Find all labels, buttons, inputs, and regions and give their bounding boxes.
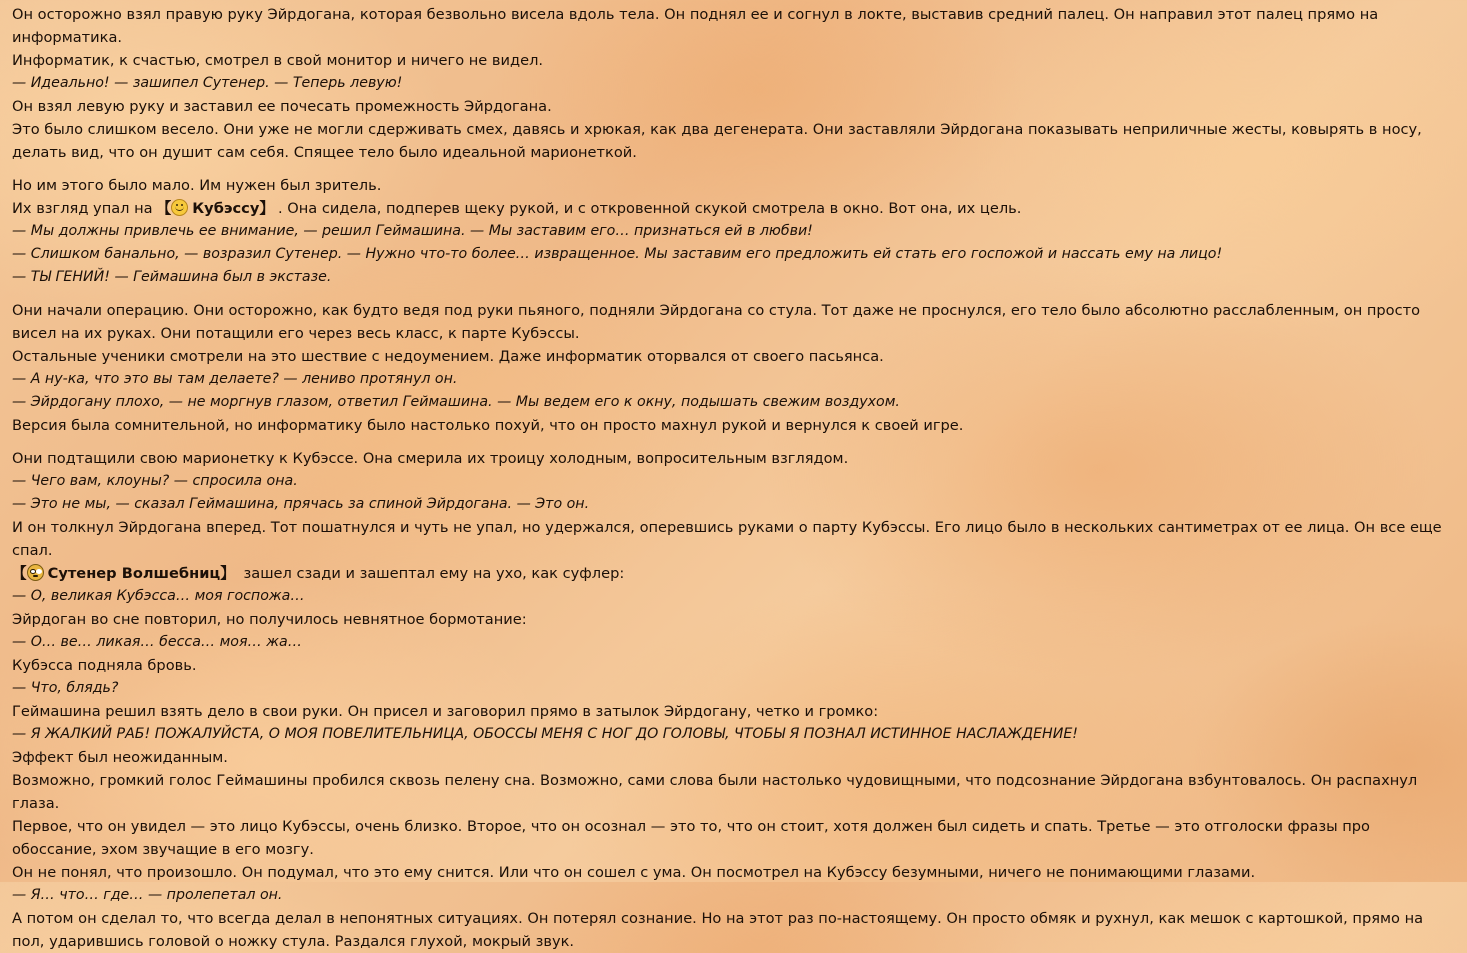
mention-name: Сутенер Волшебниц (47, 565, 221, 582)
dialogue-line: — Слишком банально, — возразил Сутенер. — Нужно что-то более… извращенное. Мы заставим его предложить ей стать его госпожой и нассать ему на лицо! (12, 246, 1223, 262)
dialogue-line: — Эйрдогану плохо, — не моргнув глазом, ответил Геймашина. — Мы ведем его к окну, подышать свежим воздухом. (12, 394, 900, 410)
paragraph: Остальные ученики смотрели на это шествие с недоумением. Даже информатик оторвался от своего пасьянса. (12, 348, 884, 365)
dialogue-line: — Что, блядь? (12, 680, 119, 696)
dialogue-line: — Мы должны привлечь ее внимание, — решил Геймашина. — Мы заставим его… признаться ей в любви! (12, 223, 813, 239)
dialogue-line: — О, великая Кубэсса… моя госпожа… (12, 588, 305, 604)
paragraph: Он не понял, что произошло. Он подумал, что это ему снится. Или что он сошел с ума. Он посмотрел на Кубэссу безумными, ничего не понимающими глазами. (12, 864, 1256, 881)
paragraph: Он взял левую руку и заставил ее почесать промежность Эйрдогана. (12, 98, 552, 115)
story-text (12, 3, 1445, 953)
paragraph: Эффект был неожиданным. (12, 749, 228, 766)
sly-emoji-icon (27, 564, 44, 581)
user-mention-kubessa[interactable] (157, 197, 274, 220)
mention-close-bracket: 】 (259, 200, 274, 217)
paragraph: Они начали операцию. Они осторожно, как будто ведя под руки пьяного, подняли Эйрдогана со стула. Тот даже не проснулся, его тело было абсолютно расслабленным, он просто висел на их руках. Они потащили его через весь класс, к парте Кубэссы. (12, 302, 1421, 342)
paragraph: Версия была сомнительной, но информатику было настолько похуй, что он просто махнул рукой и вернулся к своей игре. (12, 417, 964, 434)
paragraph: Первое, что он увидел — это лицо Кубэссы, очень близко. Второе, что он осознал — это то, что он стоит, хотя должен был сидеть и спать. Третье — это отголоски фразы про обоссание, эхом звучащие в его мозгу. (12, 818, 1370, 858)
dialogue-line: — О… ве… ликая… бесса… моя… жа… (12, 634, 302, 650)
paragraph: Возможно, громкий голос Геймашины пробился сквозь пелену сна. Возможно, сами слова были настолько чудовищными, что подсознание Эйрдогана взбунтовалось. Он распахнул глаза. (12, 772, 1418, 812)
paragraph-text-after: . Она сидела, подперев щеку рукой, и с откровенной скукой смотрела в окно. Вот она, их цель. (277, 200, 1022, 217)
mention-open-bracket: 【 (156, 200, 172, 217)
mention-name: Кубэссу (192, 200, 260, 217)
paragraph-text-before: Их взгляд упал на (12, 200, 153, 217)
paragraph: И он толкнул Эйрдогана вперед. Тот пошатнулся и чуть не упал, но удержался, оперевшись руками о парту Кубэссы. Его лицо было в нескольких сантиметрах от ее лица. Он все еще спал. (12, 519, 1442, 559)
paragraph: Это было слишком весело. Они уже не могли сдерживать смех, давясь и хрюкая, как два дегенерата. Они заставляли Эйрдогана показывать неприличные жесты, ковырять в носу, делать вид, что он душит сам себя. Спящее тело было идеальной марионеткой. (12, 121, 1422, 161)
dialogue-line: — ТЫ ГЕНИЙ! — Геймашина был в экстазе. (12, 269, 332, 285)
paragraph: А потом он сделал то, что всегда делал в непонятных ситуациях. Он потерял сознание. Но на этот раз по-настоящему. Он просто обмяк и рухнул, как мешок с картошкой, прямо на пол, ударившись головой о ножку стула. Раздался глухой, мокрый звук. (12, 910, 1424, 950)
paragraph: Кубэсса подняла бровь. (12, 657, 197, 674)
paragraph: Геймашина решил взять дело в свои руки. Он присел и заговорил прямо в затылок Эйрдогану, четко и громко: (12, 703, 879, 720)
paragraph: Он осторожно взял правую руку Эйрдогана, которая безвольно висела вдоль тела. Он поднял ее и согнул в локте, выставив средний палец. Он направил этот палец прямо на информатика. (12, 6, 1379, 46)
mention-open-bracket: 【 (12, 565, 27, 582)
dialogue-line: — Чего вам, клоуны? — спросила она. (12, 473, 298, 489)
paragraph: Но им этого было мало. Им нужен был зритель. (12, 177, 382, 194)
paragraph: Эйрдоган во сне повторил, но получилось невнятное бормотание: (12, 611, 527, 628)
dialogue-line: — Я… что… где… — пролепетал он. (12, 887, 283, 903)
dialogue-line: — Я ЖАЛКИЙ РАБ! ПОЖАЛУЙСТА, О МОЯ ПОВЕЛИТЕЛЬНИЦА, ОБОССЫ МЕНЯ С НОГ ДО ГОЛОВЫ, ЧТОБЫ Я ПОЗНАЛ ИСТИННОЕ НАСЛАЖДЕНИЕ! (12, 726, 1078, 742)
paragraph-with-mention (12, 562, 1445, 585)
paragraph: Информатик, к счастью, смотрел в свой монитор и ничего не видел. (12, 52, 544, 69)
dialogue-line: — А ну-ка, что это вы там делаете? — лениво протянул он. (12, 371, 458, 387)
user-mention-sutener[interactable] (12, 562, 235, 585)
smile-emoji-icon (171, 199, 188, 216)
dialogue-line: — Идеально! — зашипел Сутенер. — Теперь левую! (12, 75, 403, 91)
dialogue-line: — Это не мы, — сказал Геймашина, прячась за спиной Эйрдогана. — Это он. (12, 496, 590, 512)
paragraph-text-after: зашел сзади и зашептал ему на ухо, как суфлер: (238, 565, 625, 582)
paragraph: Они подтащили свою марионетку к Кубэссе. Она смерила их троицу холодным, вопросительным взглядом. (12, 450, 849, 467)
mention-close-bracket: 】 (220, 565, 235, 582)
paragraph-with-mention (12, 197, 1445, 220)
